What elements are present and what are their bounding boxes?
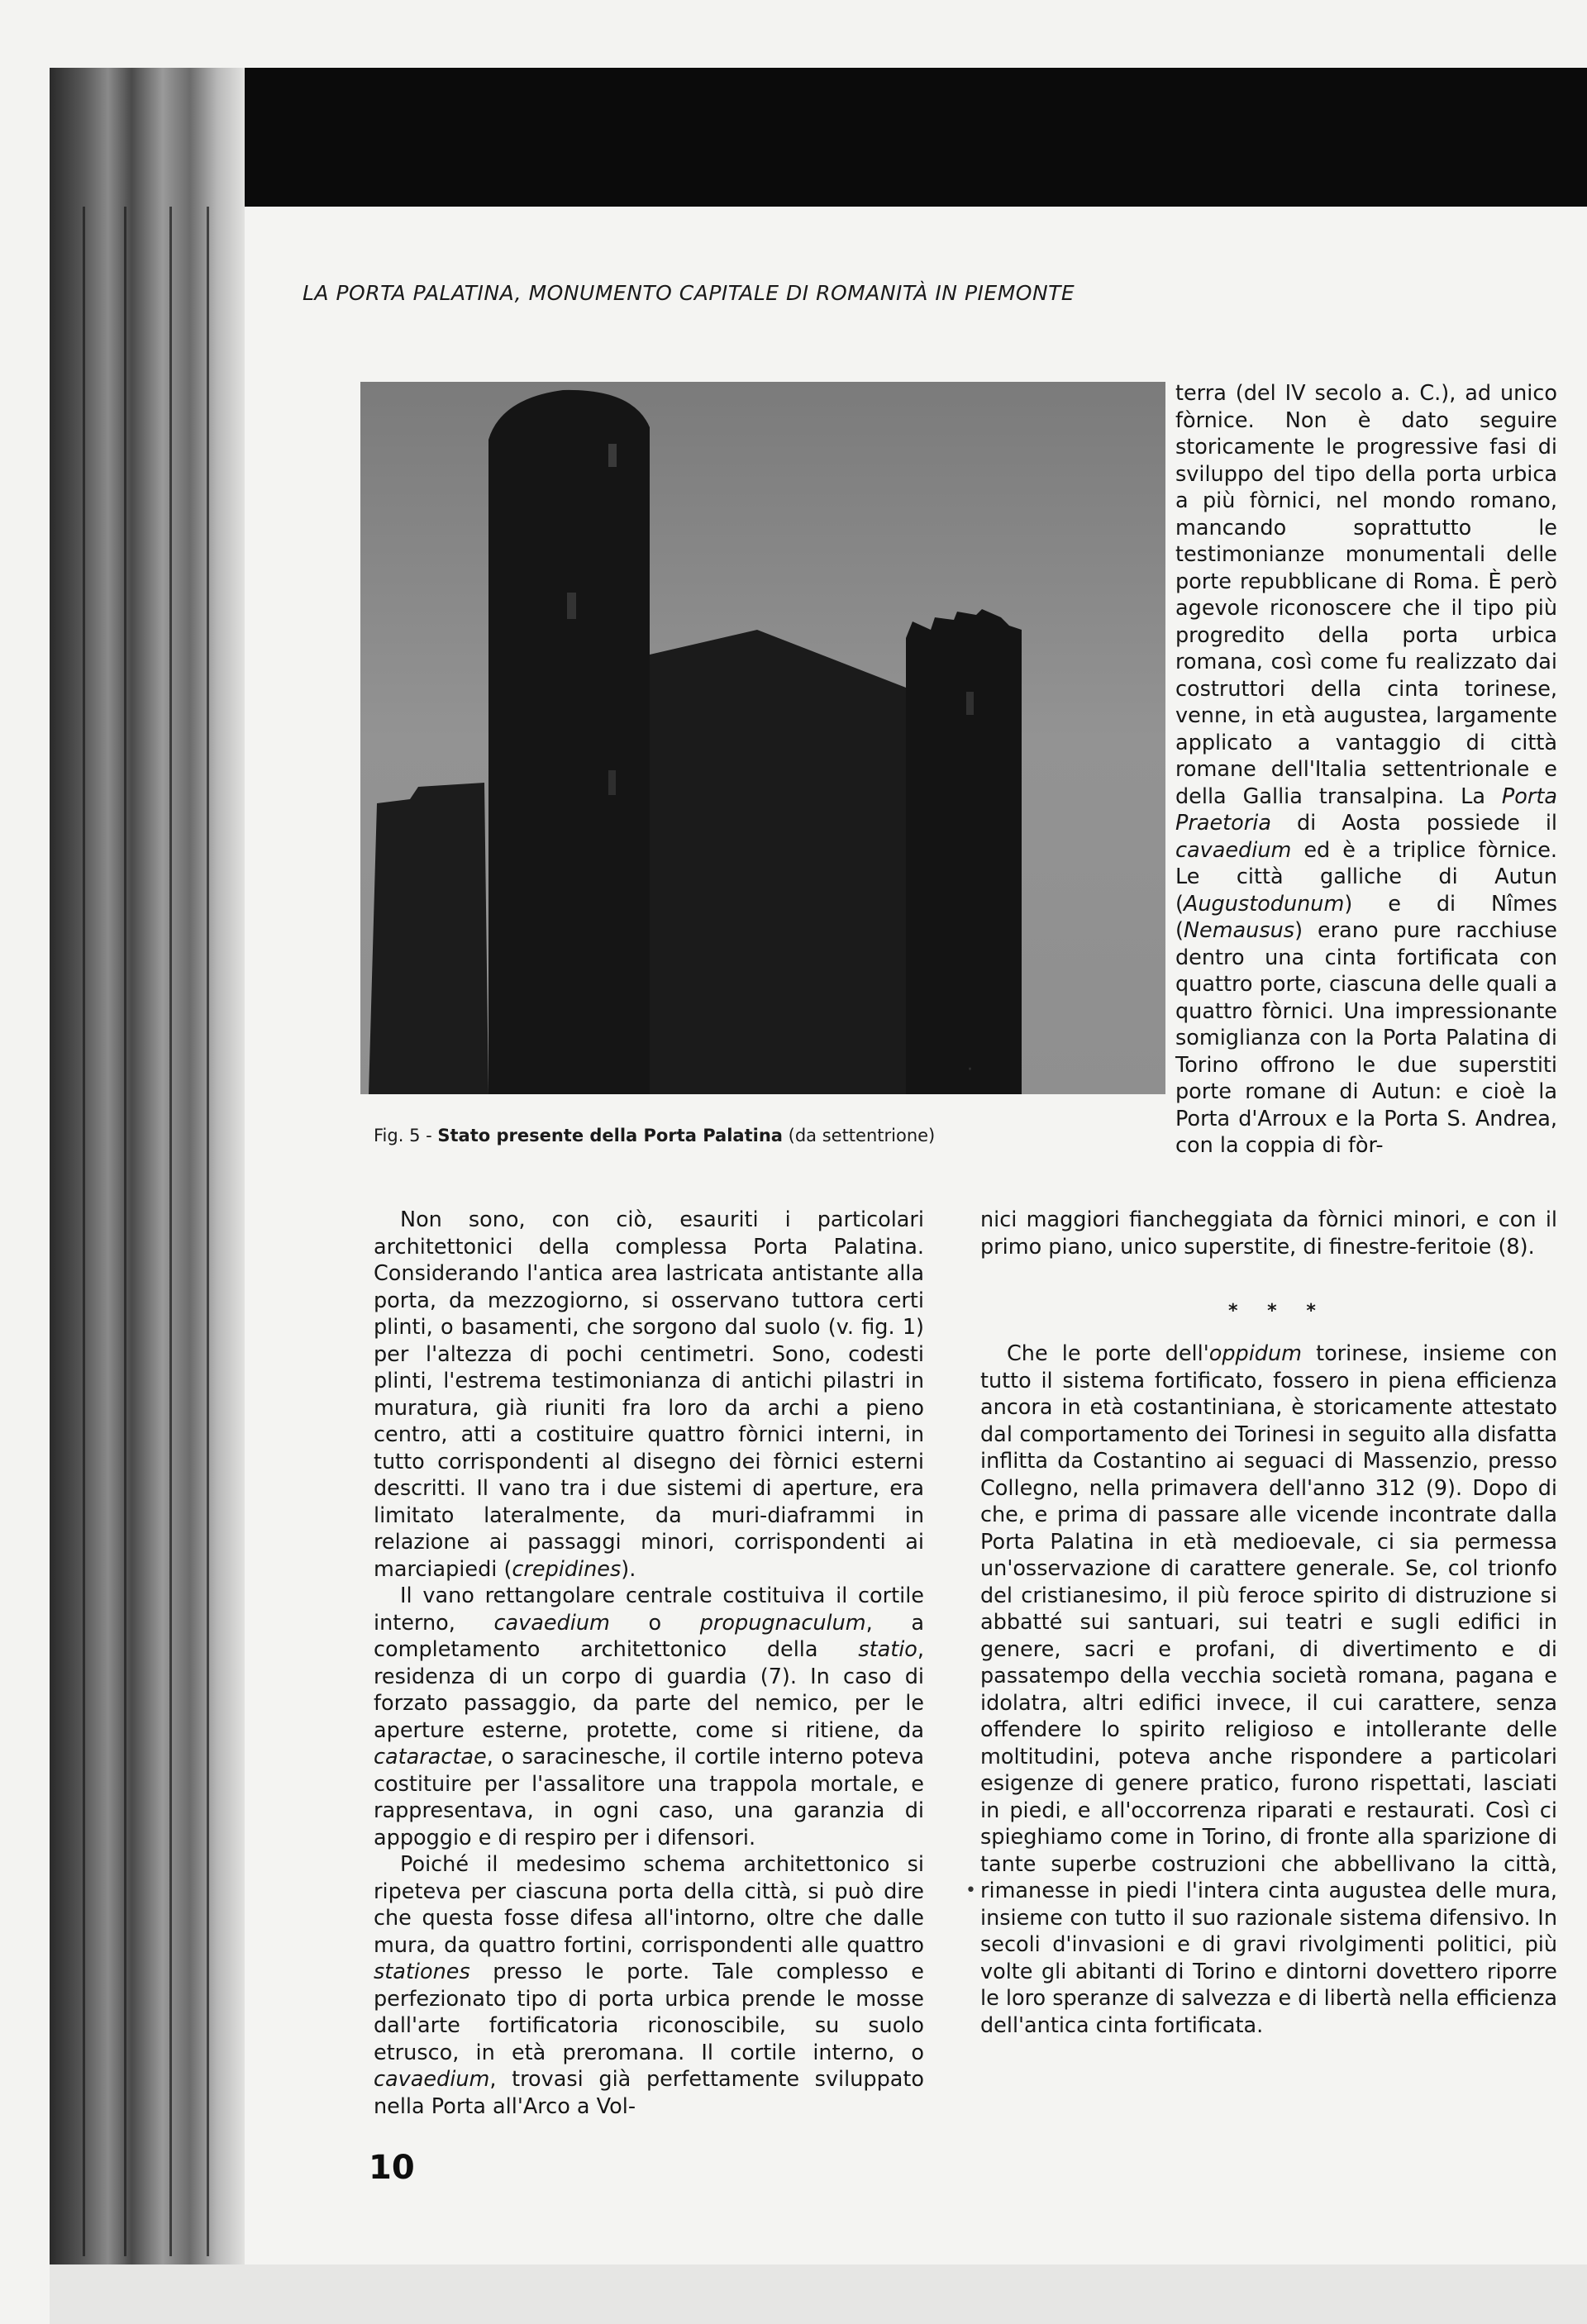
left-paragraph-3: Poiché il medesimo schema architettonico si ripeteva per ciascuna porta della città, si può dire che questa fosse difesa all'intorno, oltre che dalle mura, da quattro fortini, corrispondenti alle quattro stationes presso le porte. Tale complesso e perfezionato tipo di porta urbica prende le mosse dall'arte fortificatoria riconoscibile, su suolo etrusco, in età preromana. Il cortile interno, o cavaedium, trovasi già perfettamente sviluppato nella Porta all'Arco a Vol- [374,1852,924,2119]
figure-caption [374,1126,1035,1145]
scan-streak [207,207,209,2256]
scan-streak [169,207,172,2256]
caption-prefix: Fig. 5 - [374,1126,438,1145]
caption-suffix: (da settentrione) [782,1126,936,1145]
page-number: 10 [369,2149,415,2187]
right-column-continuation: nici maggiori fiancheggiata da fòrnici minori, e con il primo piano, unico superstite, di finestre-feritoie (8). [980,1207,1557,1260]
left-paragraph-1: Non sono, con ciò, esauriti i particolari architettonici della complessa Porta Palatina. Considerando l'antica area lastricata antistante alla porta, da mezzogiorno, si osservano tuttora certi plinti, o basamenti, che sorgono dal suolo (v. fig. 1) per l'altezza di pochi centimetri. Sono, codesti plinti, l'estrema testimonianza di antichi pilastri in muratura, già riuniti fra loro da archi a pieno centro, atti a costituire quattro fòrnici interni, in tutto corrispondenti al disegno dei fòrnici esterni descritti. Il vano tra i due sistemi di aperture, era limitato lateralmente, da muri-diaframmi in relazione ai passaggi minori, corrispondenti ai marciapiedi (crepidines). [374,1207,924,1582]
scan-border-left [50,68,245,2283]
scan-speck: • [965,1880,976,1901]
scan-border-bottom [50,2264,1587,2324]
section-separator: * * * [1228,1301,1327,1322]
scan-streak [124,207,126,2256]
scan-speck: · [967,1060,973,1080]
left-paragraph-2: Il vano rettangolare centrale costituiva il cortile interno, cavaedium o propugnaculum, a completamento architettonico della statio, residenza di un corpo di guardia (7). In caso di forzato passaggio, da parte del nemico, per le aperture esterne, protette, come si ritiene, da cataractae, o saracinesche, il cortile interno poteva costituire per l'assalitore una trappola mortale, e rappresentava, in ogni caso, una garanzia di appoggio e di respiro per i difensori. [374,1583,924,1850]
figure-photo [360,382,1165,1094]
left-column-text [374,1207,924,2120]
right-column-paragraph-2: Che le porte dell'oppidum torinese, insieme con tutto il sistema fortificato, fossero in piena efficienza ancora in età costantiniana, è storicamente attestato dal comportamento dei Torinesi in seguito alla disfatta inflitta da Costantino ai seguaci di Massenzio, presso Collegno, nella primavera dell'anno 312 (9). Dopo di che, e prima di passare alle vicende incontrate dalla Porta Palatina in età medioevale, ci sia permessa un'osservazione di carattere generale. Se, col trionfo del cristianesimo, il più feroce spirito di distruzione si abbatté sui santuari, sui teatri e sugli edifici in genere, sacri e profani, di divertimento e di passatempo della vecchia società romana, pagana e idolatra, altri edifici invece, il cui carattere, senza offendere lo spirito religioso e intollerante delle moltitudini, poteva anche rispondere a particolari esigenze di genere pratico, furono rispettati, lasciati in piedi, e all'occorrenza riparati e restaurati. Così ci spieghiamo come in Torino, di fronte alla sparizione di tante superbe costruzioni che abbellivano la città, rimanesse in piedi l'intera cinta augustea delle mura, insieme con tutto il suo razionale sistema difensivo. In secoli d'invasioni e di gravi rivolgimenti politici, più volte gli abitanti di Torino e dintorni dovettero riporre le loro speranze di salvezza e di libertà nella efficienza dell'antica cinta fortificata. [980,1341,1557,2038]
scan-border-top [50,68,1587,207]
right-paragraph: terra (del IV secolo a. C.), ad unico fòrnice. Non è dato seguire storicamente le progressive fasi di sviluppo del tipo della porta urbica a più fòrnici, nel mondo romano, mancando soprattutto le testimonianze monumentali delle porte repubblicane di Roma. È però agevole riconoscere che il tipo più progredito della porta urbica romana, così come fu realizzato dai costruttori della cinta torinese, venne, in età augustea, largamente applicato a vantaggio di città romane dell'Italia settentrionale e della Gallia transalpina. La Porta Praetoria di Aosta possiede il cavaedium ed è a triplice fòrnice. Le città galliche di Autun (Augustodunum) e di Nîmes (Nemausus) erano pure racchiuse dentro una cinta fortificata con quattro porte, ciascuna delle quali a quattro fòrnici. Una impressionante somiglianza con la Porta Palatina di Torino offrono le due superstiti porte romane di Autun: e cioè la Porta d'Arroux e la Porta S. Andrea, con la coppia di fòr- [1175,381,1557,1158]
right-column-text [1175,380,1557,1160]
caption-title: Stato presente della Porta Palatina [437,1126,783,1145]
scan-streak [83,207,85,2256]
porta-palatina-photo-illustration [360,382,1165,1094]
running-head: LA PORTA PALATINA, MONUMENTO CAPITALE DI ROMANITÀ IN PIEMONTE [303,281,1075,305]
